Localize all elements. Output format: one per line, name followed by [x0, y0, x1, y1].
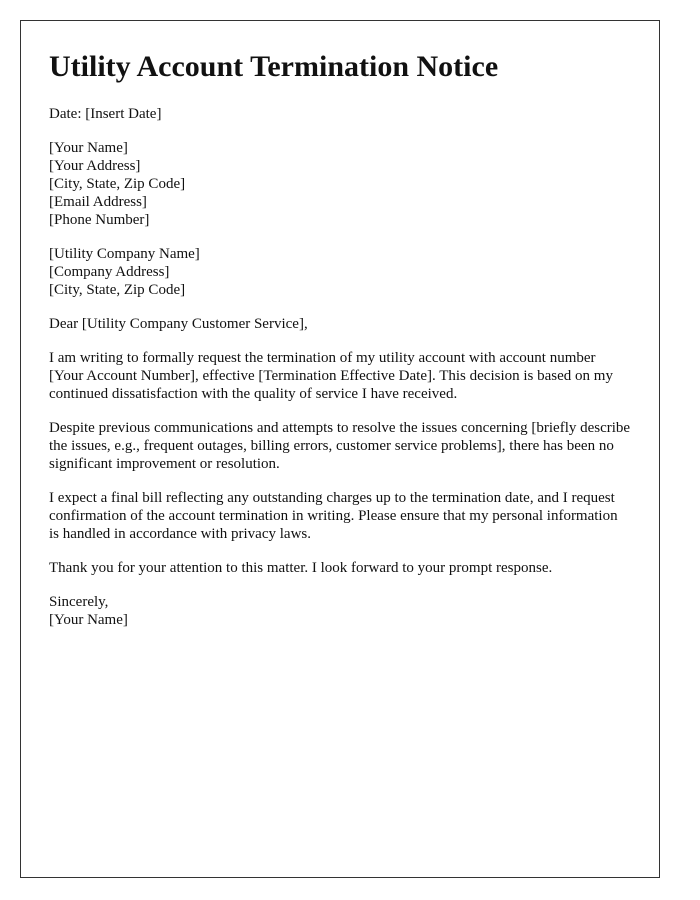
- body-paragraph-2: Despite previous communications and attempts to resolve the issues concerning [briefly describe the issues, e.g., frequent outages, billing errors, customer service problems], there has been no significant improvement or resolution.: [49, 420, 631, 472]
- sender-name: [Your Name]: [49, 140, 128, 156]
- recipient-city-state-zip: [City, State, Zip Code]: [49, 282, 186, 298]
- body-paragraph-4: Thank you for your attention to this matter. I look forward to your prompt response.: [49, 560, 553, 576]
- letter-page: [20, 20, 660, 878]
- body-paragraph-3: I expect a final bill reflecting any outstanding charges up to the termination date, and I request confirmation of the account termination in writing. Please ensure that my personal information is handled in accordance with privacy laws.: [49, 490, 618, 542]
- sender-address-block: [49, 139, 631, 229]
- salutation: Dear [Utility Company Customer Service],: [49, 316, 308, 332]
- sender-email: [Email Address]: [49, 194, 147, 210]
- body-paragraph-1: I am writing to formally request the termination of my utility account with account number [Your Account Number], effective [Termination Effective Date]. This decision is based on my continued dissatisfaction with the quality of service I have received.: [49, 350, 613, 402]
- sender-city-state-zip: [City, State, Zip Code]: [49, 176, 186, 192]
- recipient-company-name: [Utility Company Name]: [49, 246, 200, 262]
- recipient-address-block: [49, 245, 631, 299]
- signature-name: [Your Name]: [49, 612, 128, 628]
- letter-title: Utility Account Termination Notice: [49, 50, 499, 83]
- closing: Sincerely,: [49, 594, 109, 610]
- sender-address: [Your Address]: [49, 158, 141, 174]
- sender-phone: [Phone Number]: [49, 212, 150, 228]
- recipient-company-address: [Company Address]: [49, 264, 170, 280]
- date-text: Date: [Insert Date]: [49, 106, 162, 122]
- signature-block: [49, 593, 631, 629]
- date-line: [49, 105, 631, 123]
